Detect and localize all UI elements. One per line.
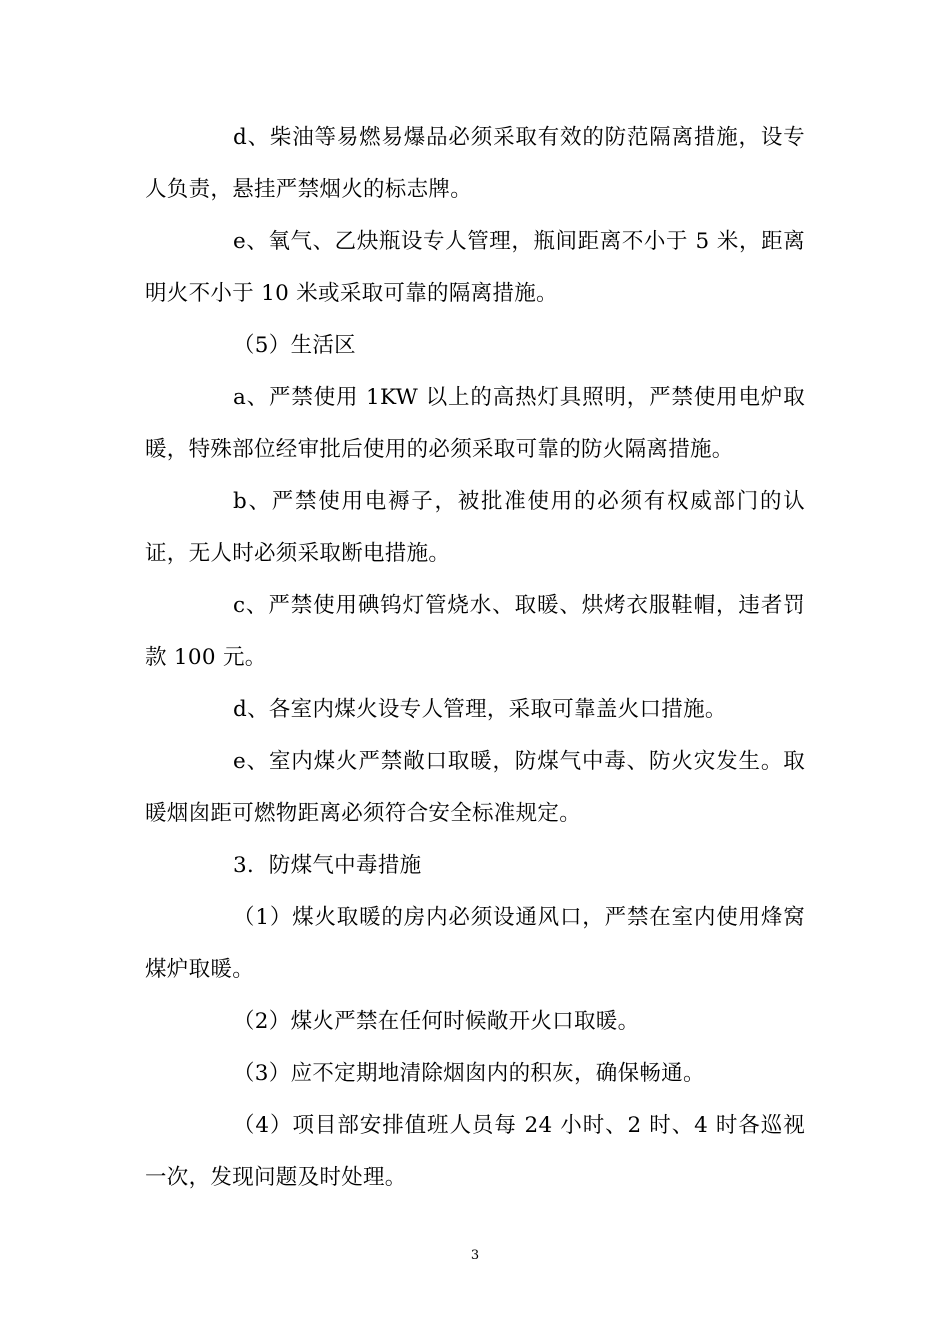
paragraph-patrol: （4）项目部安排值班人员每 24 小时、2 时、4 时各巡视一次，发现问题及时处理。 <box>145 1113 805 1190</box>
paragraph-iodine-lamp: c、严禁使用碘钨灯管烧水、取暖、烘烤衣服鞋帽，违者罚款 100 元。 <box>145 593 805 670</box>
section-heading-living-area: （5）生活区 <box>233 333 356 358</box>
paragraph-lighting: a、严禁使用 1KW 以上的高热灯具照明，严禁使用电炉取暖，特殊部位经审批后使用的必须采取可靠的防火隔离措施。 <box>145 385 805 462</box>
paragraph-coal-fire-open: e、室内煤火严禁敞口取暖，防煤气中毒、防火灾发生。取暖烟囱距可燃物距离必须符合安全标准规定。 <box>145 749 805 826</box>
document-body <box>145 112 805 1204</box>
section-heading-gas-poisoning: 3．防煤气中毒措施 <box>233 853 422 878</box>
paragraph-fire-opening: （2）煤火严禁在任何时候敞开火口取暖。 <box>233 1009 640 1034</box>
paragraph-chimney-cleaning: （3）应不定期地清除烟囱内的积灰，确保畅通。 <box>233 1061 705 1086</box>
paragraph-gas-cylinders: e、氧气、乙炔瓶设专人管理，瓶间距离不小于 5 米，距离明火不小于 10 米或采取可靠的隔离措施。 <box>145 229 805 306</box>
paragraph-electric-blanket: b、严禁使用电褥子，被批准使用的必须有权威部门的认证，无人时必须采取断电措施。 <box>145 489 805 566</box>
paragraph-fuel-isolation: d、柴油等易燃易爆品必须采取有效的防范隔离措施，设专人负责，悬挂严禁烟火的标志牌。 <box>145 125 805 202</box>
page-number: 3 <box>470 1248 480 1263</box>
paragraph-ventilation: （1）煤火取暖的房内必须设通风口，严禁在室内使用烽窝煤炉取暖。 <box>145 905 805 982</box>
paragraph-coal-fire-management: d、各室内煤火设专人管理，采取可靠盖火口措施。 <box>233 697 727 722</box>
